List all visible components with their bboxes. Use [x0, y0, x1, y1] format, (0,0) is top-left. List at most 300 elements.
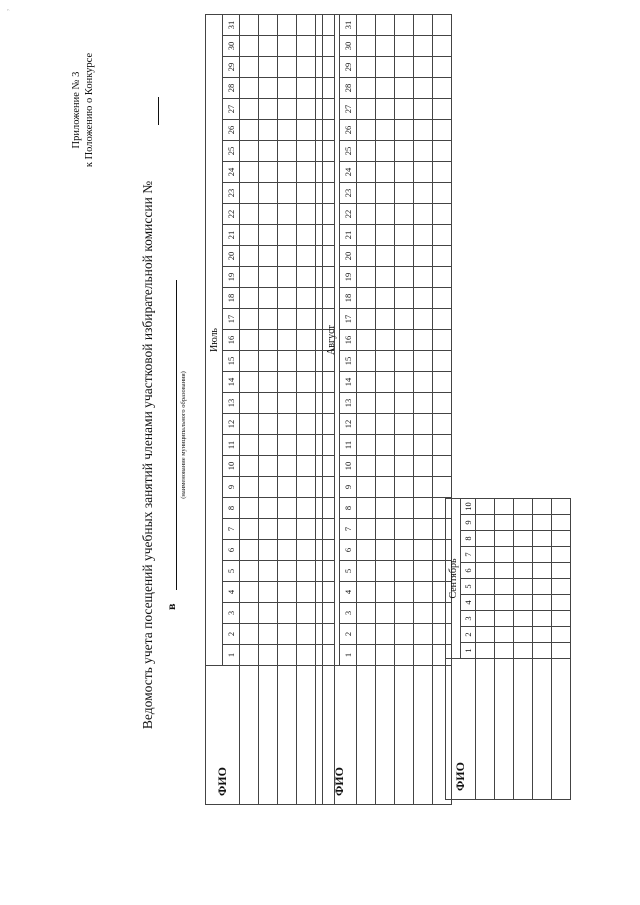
attendance-cell[interactable]	[240, 351, 259, 372]
attendance-cell[interactable]	[395, 624, 414, 645]
attendance-cell[interactable]	[433, 36, 452, 57]
attendance-cell[interactable]	[533, 595, 552, 611]
attendance-cell[interactable]	[259, 225, 278, 246]
attendance-cell[interactable]	[259, 435, 278, 456]
attendance-cell[interactable]	[376, 561, 395, 582]
attendance-cell[interactable]	[552, 579, 571, 595]
attendance-cell[interactable]	[414, 225, 433, 246]
attendance-cell[interactable]	[395, 582, 414, 603]
attendance-cell[interactable]	[414, 645, 433, 666]
attendance-cell[interactable]	[395, 540, 414, 561]
attendance-cell[interactable]	[414, 183, 433, 204]
attendance-cell[interactable]	[376, 78, 395, 99]
attendance-cell[interactable]	[552, 563, 571, 579]
attendance-cell[interactable]	[376, 582, 395, 603]
attendance-cell[interactable]	[297, 498, 316, 519]
attendance-cell[interactable]	[259, 498, 278, 519]
attendance-cell[interactable]	[278, 267, 297, 288]
attendance-cell[interactable]	[433, 57, 452, 78]
attendance-cell[interactable]	[357, 15, 376, 36]
attendance-cell[interactable]	[395, 603, 414, 624]
attendance-cell[interactable]	[395, 414, 414, 435]
attendance-cell[interactable]	[476, 595, 495, 611]
attendance-cell[interactable]	[240, 225, 259, 246]
attendance-cell[interactable]	[414, 372, 433, 393]
attendance-cell[interactable]	[414, 246, 433, 267]
attendance-cell[interactable]	[395, 78, 414, 99]
attendance-cell[interactable]	[414, 540, 433, 561]
attendance-cell[interactable]	[414, 330, 433, 351]
attendance-cell[interactable]	[433, 414, 452, 435]
attendance-cell[interactable]	[433, 288, 452, 309]
attendance-cell[interactable]	[433, 309, 452, 330]
attendance-cell[interactable]	[240, 36, 259, 57]
attendance-cell[interactable]	[278, 582, 297, 603]
attendance-cell[interactable]	[476, 643, 495, 659]
attendance-cell[interactable]	[376, 540, 395, 561]
attendance-cell[interactable]	[433, 372, 452, 393]
attendance-cell[interactable]	[357, 225, 376, 246]
attendance-cell[interactable]	[395, 57, 414, 78]
attendance-cell[interactable]	[395, 498, 414, 519]
attendance-cell[interactable]	[495, 595, 514, 611]
attendance-cell[interactable]	[376, 393, 395, 414]
attendance-cell[interactable]	[552, 531, 571, 547]
attendance-cell[interactable]	[240, 477, 259, 498]
attendance-cell[interactable]	[278, 141, 297, 162]
attendance-cell[interactable]	[357, 603, 376, 624]
attendance-cell[interactable]	[476, 531, 495, 547]
attendance-cell[interactable]	[476, 515, 495, 531]
attendance-cell[interactable]	[259, 582, 278, 603]
attendance-cell[interactable]	[376, 624, 395, 645]
attendance-cell[interactable]	[357, 519, 376, 540]
fio-cell[interactable]	[552, 659, 571, 800]
attendance-cell[interactable]	[240, 288, 259, 309]
attendance-cell[interactable]	[278, 162, 297, 183]
attendance-cell[interactable]	[533, 547, 552, 563]
attendance-cell[interactable]	[514, 531, 533, 547]
attendance-cell[interactable]	[297, 99, 316, 120]
attendance-cell[interactable]	[414, 141, 433, 162]
attendance-cell[interactable]	[433, 330, 452, 351]
attendance-cell[interactable]	[376, 204, 395, 225]
attendance-cell[interactable]	[259, 57, 278, 78]
attendance-cell[interactable]	[533, 579, 552, 595]
attendance-cell[interactable]	[414, 414, 433, 435]
attendance-cell[interactable]	[297, 519, 316, 540]
attendance-cell[interactable]	[357, 351, 376, 372]
attendance-cell[interactable]	[414, 456, 433, 477]
attendance-cell[interactable]	[395, 141, 414, 162]
attendance-cell[interactable]	[259, 15, 278, 36]
attendance-cell[interactable]	[376, 498, 395, 519]
attendance-cell[interactable]	[278, 15, 297, 36]
attendance-cell[interactable]	[395, 267, 414, 288]
attendance-cell[interactable]	[357, 561, 376, 582]
attendance-cell[interactable]	[376, 645, 395, 666]
attendance-cell[interactable]	[297, 183, 316, 204]
attendance-cell[interactable]	[357, 120, 376, 141]
attendance-cell[interactable]	[278, 246, 297, 267]
attendance-cell[interactable]	[376, 435, 395, 456]
fio-cell[interactable]	[533, 659, 552, 800]
attendance-cell[interactable]	[414, 78, 433, 99]
attendance-cell[interactable]	[259, 477, 278, 498]
attendance-cell[interactable]	[395, 120, 414, 141]
attendance-cell[interactable]	[376, 183, 395, 204]
attendance-cell[interactable]	[395, 477, 414, 498]
attendance-cell[interactable]	[259, 456, 278, 477]
attendance-cell[interactable]	[376, 15, 395, 36]
attendance-cell[interactable]	[395, 351, 414, 372]
attendance-cell[interactable]	[357, 477, 376, 498]
attendance-cell[interactable]	[278, 204, 297, 225]
attendance-cell[interactable]	[240, 141, 259, 162]
attendance-cell[interactable]	[278, 393, 297, 414]
fio-cell[interactable]	[414, 666, 433, 805]
attendance-cell[interactable]	[476, 547, 495, 563]
fio-cell[interactable]	[495, 659, 514, 800]
attendance-cell[interactable]	[297, 141, 316, 162]
attendance-cell[interactable]	[240, 393, 259, 414]
attendance-cell[interactable]	[495, 627, 514, 643]
attendance-cell[interactable]	[376, 414, 395, 435]
attendance-cell[interactable]	[357, 540, 376, 561]
attendance-cell[interactable]	[433, 15, 452, 36]
attendance-cell[interactable]	[357, 414, 376, 435]
attendance-cell[interactable]	[297, 330, 316, 351]
attendance-cell[interactable]	[414, 498, 433, 519]
attendance-cell[interactable]	[552, 627, 571, 643]
attendance-cell[interactable]	[259, 162, 278, 183]
attendance-cell[interactable]	[395, 162, 414, 183]
attendance-cell[interactable]	[433, 435, 452, 456]
fio-cell[interactable]	[476, 659, 495, 800]
attendance-cell[interactable]	[495, 643, 514, 659]
attendance-cell[interactable]	[259, 561, 278, 582]
attendance-cell[interactable]	[357, 456, 376, 477]
attendance-cell[interactable]	[533, 563, 552, 579]
attendance-cell[interactable]	[533, 611, 552, 627]
attendance-cell[interactable]	[240, 498, 259, 519]
fio-cell[interactable]	[357, 666, 376, 805]
attendance-cell[interactable]	[278, 561, 297, 582]
attendance-cell[interactable]	[395, 330, 414, 351]
attendance-cell[interactable]	[433, 120, 452, 141]
attendance-cell[interactable]	[278, 288, 297, 309]
attendance-cell[interactable]	[259, 99, 278, 120]
attendance-cell[interactable]	[357, 183, 376, 204]
attendance-cell[interactable]	[433, 351, 452, 372]
attendance-cell[interactable]	[259, 351, 278, 372]
attendance-cell[interactable]	[297, 288, 316, 309]
attendance-cell[interactable]	[552, 547, 571, 563]
attendance-cell[interactable]	[259, 204, 278, 225]
attendance-cell[interactable]	[476, 563, 495, 579]
attendance-cell[interactable]	[433, 183, 452, 204]
attendance-cell[interactable]	[395, 456, 414, 477]
attendance-cell[interactable]	[414, 477, 433, 498]
attendance-cell[interactable]	[240, 582, 259, 603]
attendance-cell[interactable]	[259, 288, 278, 309]
attendance-cell[interactable]	[297, 120, 316, 141]
attendance-cell[interactable]	[357, 246, 376, 267]
attendance-cell[interactable]	[240, 309, 259, 330]
attendance-cell[interactable]	[376, 330, 395, 351]
attendance-cell[interactable]	[376, 519, 395, 540]
attendance-cell[interactable]	[278, 309, 297, 330]
attendance-cell[interactable]	[395, 309, 414, 330]
attendance-cell[interactable]	[376, 372, 395, 393]
attendance-cell[interactable]	[376, 267, 395, 288]
attendance-cell[interactable]	[278, 120, 297, 141]
attendance-cell[interactable]	[414, 561, 433, 582]
attendance-cell[interactable]	[476, 627, 495, 643]
attendance-cell[interactable]	[514, 563, 533, 579]
attendance-cell[interactable]	[414, 603, 433, 624]
attendance-cell[interactable]	[259, 603, 278, 624]
attendance-cell[interactable]	[395, 561, 414, 582]
attendance-cell[interactable]	[297, 78, 316, 99]
attendance-cell[interactable]	[278, 477, 297, 498]
attendance-cell[interactable]	[414, 351, 433, 372]
attendance-cell[interactable]	[395, 435, 414, 456]
attendance-cell[interactable]	[297, 309, 316, 330]
attendance-cell[interactable]	[278, 435, 297, 456]
attendance-cell[interactable]	[278, 456, 297, 477]
attendance-cell[interactable]	[552, 595, 571, 611]
attendance-cell[interactable]	[476, 499, 495, 515]
attendance-cell[interactable]	[357, 288, 376, 309]
attendance-cell[interactable]	[533, 531, 552, 547]
attendance-cell[interactable]	[240, 603, 259, 624]
fio-cell[interactable]	[376, 666, 395, 805]
attendance-cell[interactable]	[357, 267, 376, 288]
attendance-cell[interactable]	[240, 519, 259, 540]
attendance-cell[interactable]	[395, 183, 414, 204]
attendance-cell[interactable]	[376, 456, 395, 477]
attendance-cell[interactable]	[552, 499, 571, 515]
attendance-cell[interactable]	[240, 162, 259, 183]
attendance-cell[interactable]	[433, 393, 452, 414]
attendance-cell[interactable]	[297, 225, 316, 246]
attendance-cell[interactable]	[433, 99, 452, 120]
attendance-cell[interactable]	[278, 183, 297, 204]
attendance-cell[interactable]	[414, 267, 433, 288]
attendance-cell[interactable]	[297, 372, 316, 393]
attendance-cell[interactable]	[376, 57, 395, 78]
attendance-cell[interactable]	[433, 246, 452, 267]
attendance-cell[interactable]	[414, 99, 433, 120]
attendance-cell[interactable]	[395, 393, 414, 414]
attendance-cell[interactable]	[259, 414, 278, 435]
attendance-cell[interactable]	[259, 330, 278, 351]
attendance-cell[interactable]	[278, 414, 297, 435]
attendance-cell[interactable]	[297, 57, 316, 78]
fio-cell[interactable]	[278, 666, 297, 805]
attendance-cell[interactable]	[495, 547, 514, 563]
attendance-cell[interactable]	[278, 540, 297, 561]
attendance-cell[interactable]	[357, 141, 376, 162]
attendance-cell[interactable]	[259, 120, 278, 141]
attendance-cell[interactable]	[278, 372, 297, 393]
fio-cell[interactable]	[240, 666, 259, 805]
attendance-cell[interactable]	[533, 643, 552, 659]
attendance-cell[interactable]	[495, 499, 514, 515]
attendance-cell[interactable]	[357, 435, 376, 456]
attendance-cell[interactable]	[259, 267, 278, 288]
attendance-cell[interactable]	[259, 183, 278, 204]
attendance-cell[interactable]	[278, 36, 297, 57]
fio-cell[interactable]	[514, 659, 533, 800]
attendance-cell[interactable]	[514, 499, 533, 515]
attendance-cell[interactable]	[278, 645, 297, 666]
attendance-cell[interactable]	[414, 582, 433, 603]
attendance-cell[interactable]	[297, 603, 316, 624]
attendance-cell[interactable]	[395, 246, 414, 267]
attendance-cell[interactable]	[376, 246, 395, 267]
attendance-cell[interactable]	[376, 99, 395, 120]
attendance-cell[interactable]	[240, 120, 259, 141]
attendance-cell[interactable]	[414, 309, 433, 330]
attendance-cell[interactable]	[297, 561, 316, 582]
attendance-cell[interactable]	[533, 515, 552, 531]
attendance-cell[interactable]	[514, 595, 533, 611]
attendance-cell[interactable]	[240, 267, 259, 288]
attendance-cell[interactable]	[414, 435, 433, 456]
attendance-cell[interactable]	[395, 288, 414, 309]
attendance-cell[interactable]	[259, 624, 278, 645]
attendance-cell[interactable]	[259, 78, 278, 99]
fio-cell[interactable]	[297, 666, 316, 805]
attendance-cell[interactable]	[433, 204, 452, 225]
attendance-cell[interactable]	[414, 624, 433, 645]
attendance-cell[interactable]	[357, 36, 376, 57]
attendance-cell[interactable]	[395, 645, 414, 666]
attendance-cell[interactable]	[376, 162, 395, 183]
attendance-cell[interactable]	[357, 645, 376, 666]
attendance-cell[interactable]	[297, 162, 316, 183]
attendance-cell[interactable]	[433, 477, 452, 498]
attendance-cell[interactable]	[495, 563, 514, 579]
attendance-cell[interactable]	[357, 99, 376, 120]
attendance-cell[interactable]	[259, 309, 278, 330]
attendance-cell[interactable]	[278, 78, 297, 99]
attendance-cell[interactable]	[240, 57, 259, 78]
attendance-cell[interactable]	[395, 36, 414, 57]
attendance-cell[interactable]	[297, 267, 316, 288]
attendance-cell[interactable]	[240, 645, 259, 666]
attendance-cell[interactable]	[495, 531, 514, 547]
attendance-cell[interactable]	[240, 330, 259, 351]
attendance-cell[interactable]	[259, 540, 278, 561]
attendance-cell[interactable]	[240, 99, 259, 120]
attendance-cell[interactable]	[278, 225, 297, 246]
attendance-cell[interactable]	[433, 225, 452, 246]
attendance-cell[interactable]	[259, 393, 278, 414]
attendance-cell[interactable]	[240, 15, 259, 36]
attendance-cell[interactable]	[395, 225, 414, 246]
attendance-cell[interactable]	[357, 624, 376, 645]
attendance-cell[interactable]	[240, 183, 259, 204]
attendance-cell[interactable]	[414, 57, 433, 78]
attendance-cell[interactable]	[297, 246, 316, 267]
attendance-cell[interactable]	[533, 499, 552, 515]
attendance-cell[interactable]	[240, 435, 259, 456]
attendance-cell[interactable]	[357, 498, 376, 519]
attendance-cell[interactable]	[414, 120, 433, 141]
attendance-cell[interactable]	[240, 414, 259, 435]
attendance-cell[interactable]	[259, 246, 278, 267]
attendance-cell[interactable]	[259, 141, 278, 162]
attendance-cell[interactable]	[357, 78, 376, 99]
attendance-cell[interactable]	[297, 435, 316, 456]
attendance-cell[interactable]	[376, 288, 395, 309]
attendance-cell[interactable]	[297, 624, 316, 645]
attendance-cell[interactable]	[297, 393, 316, 414]
attendance-cell[interactable]	[278, 519, 297, 540]
attendance-cell[interactable]	[278, 603, 297, 624]
attendance-cell[interactable]	[357, 309, 376, 330]
attendance-cell[interactable]	[259, 519, 278, 540]
attendance-cell[interactable]	[476, 611, 495, 627]
attendance-cell[interactable]	[357, 372, 376, 393]
attendance-cell[interactable]	[297, 456, 316, 477]
attendance-cell[interactable]	[376, 603, 395, 624]
attendance-cell[interactable]	[433, 267, 452, 288]
attendance-cell[interactable]	[357, 57, 376, 78]
attendance-cell[interactable]	[278, 57, 297, 78]
attendance-cell[interactable]	[259, 36, 278, 57]
attendance-cell[interactable]	[278, 498, 297, 519]
attendance-cell[interactable]	[414, 36, 433, 57]
attendance-cell[interactable]	[297, 477, 316, 498]
attendance-cell[interactable]	[495, 515, 514, 531]
attendance-cell[interactable]	[357, 393, 376, 414]
attendance-cell[interactable]	[433, 141, 452, 162]
attendance-cell[interactable]	[414, 15, 433, 36]
attendance-cell[interactable]	[357, 162, 376, 183]
attendance-cell[interactable]	[240, 204, 259, 225]
attendance-cell[interactable]	[395, 15, 414, 36]
attendance-cell[interactable]	[376, 309, 395, 330]
attendance-cell[interactable]	[259, 645, 278, 666]
attendance-cell[interactable]	[514, 611, 533, 627]
attendance-cell[interactable]	[278, 624, 297, 645]
attendance-cell[interactable]	[495, 579, 514, 595]
attendance-cell[interactable]	[297, 645, 316, 666]
attendance-cell[interactable]	[514, 547, 533, 563]
attendance-cell[interactable]	[514, 643, 533, 659]
attendance-cell[interactable]	[297, 414, 316, 435]
attendance-cell[interactable]	[514, 627, 533, 643]
attendance-cell[interactable]	[297, 15, 316, 36]
attendance-cell[interactable]	[376, 351, 395, 372]
attendance-cell[interactable]	[278, 351, 297, 372]
attendance-cell[interactable]	[297, 36, 316, 57]
attendance-cell[interactable]	[552, 643, 571, 659]
attendance-cell[interactable]	[552, 515, 571, 531]
attendance-cell[interactable]	[376, 477, 395, 498]
attendance-cell[interactable]	[514, 579, 533, 595]
attendance-cell[interactable]	[495, 611, 514, 627]
attendance-cell[interactable]	[240, 456, 259, 477]
attendance-cell[interactable]	[414, 393, 433, 414]
attendance-cell[interactable]	[259, 372, 278, 393]
attendance-cell[interactable]	[240, 561, 259, 582]
attendance-cell[interactable]	[376, 141, 395, 162]
